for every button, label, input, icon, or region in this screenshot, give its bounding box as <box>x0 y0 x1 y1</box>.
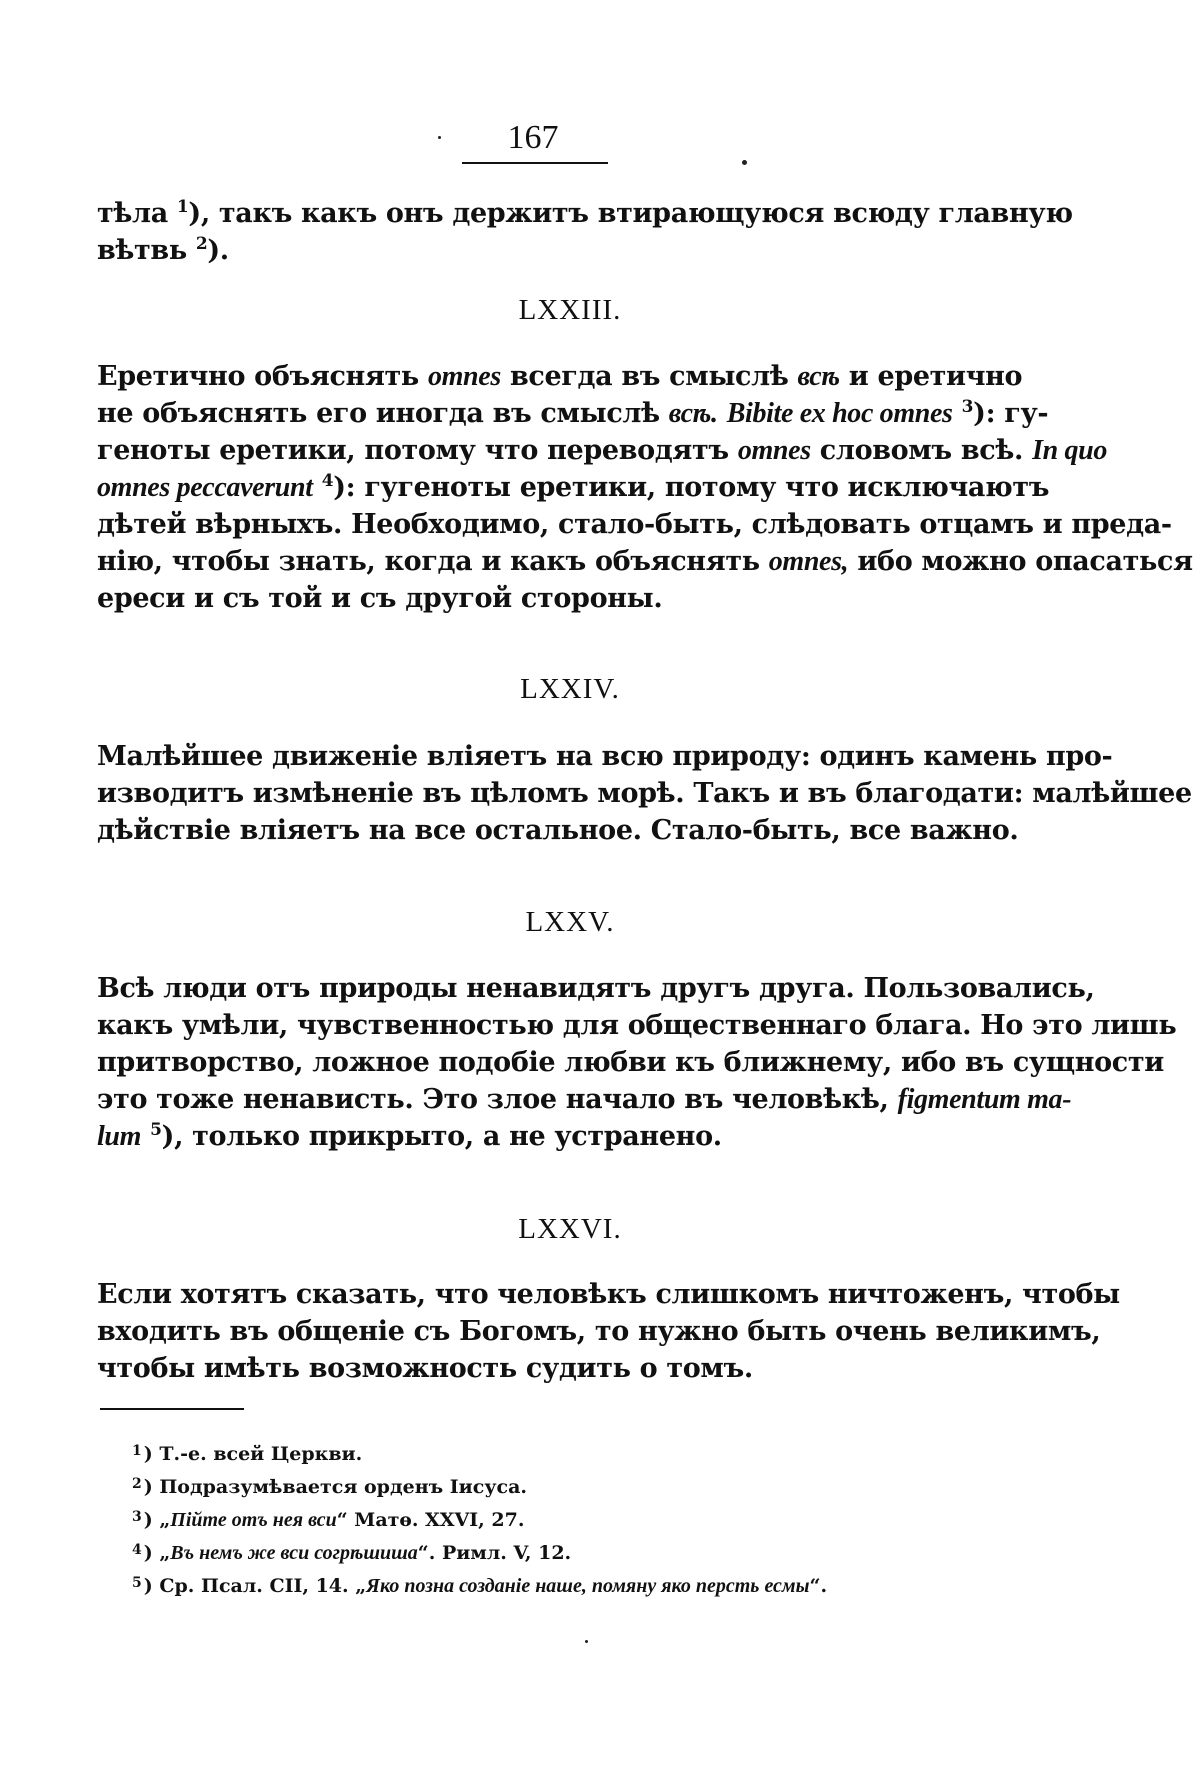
text-span: ереси и съ той и съ другой стороны. <box>97 583 663 614</box>
paragraph-lxxv <box>97 970 1177 1155</box>
text-span: ): гу- <box>973 398 1049 429</box>
latin-phrase: omnes <box>427 361 501 392</box>
text-span: тѣла <box>97 198 177 229</box>
footnote-separator <box>100 1408 244 1410</box>
latin-phrase: omnes, <box>768 546 849 577</box>
text-span: ), только прикрыто, а не устранено. <box>161 1121 722 1152</box>
text-span: Всѣ люди отъ природы ненавидятъ другъ друга. Пользовались, <box>97 973 1095 1004</box>
latin-phrase: всѣ. <box>668 398 718 429</box>
footnote-ref: 2 <box>195 234 208 254</box>
text-line <box>97 432 1108 469</box>
latin-phrase: lum <box>97 1121 142 1152</box>
footnote-paren: ) <box>143 1476 160 1498</box>
text-line <box>97 469 1050 506</box>
text-span: чтобы имѣть возможность судить о томъ. <box>97 1353 753 1384</box>
text-span: притворство, ложное подобіе любви къ ближнему, ибо въ сущности <box>97 1047 1164 1078</box>
text-span <box>313 472 322 503</box>
section-heading-lxxiv: LXXIV. <box>520 673 620 705</box>
text-span <box>718 398 727 429</box>
footnote-3 <box>132 1504 524 1533</box>
scan-speck <box>438 136 441 139</box>
latin-phrase: In quo <box>1032 435 1108 466</box>
scripture-quote: Пійте отъ нея вси <box>170 1509 337 1531</box>
text-line <box>97 775 1192 812</box>
text-span: Еретично объяснять <box>97 361 428 392</box>
footnote-ref: 5 <box>150 1120 162 1140</box>
scan-speck <box>742 160 747 165</box>
text-line <box>97 358 1023 395</box>
text-span: какъ умѣли, чувственностью для общественнаго блага. Но это лишь <box>97 1010 1177 1041</box>
text-line <box>97 232 977 269</box>
footnote-text: Ср. Псал. CII, 14. „ <box>159 1575 367 1597</box>
footnote-1 <box>132 1438 362 1467</box>
paragraph-continuation <box>97 195 1073 269</box>
text-line <box>97 1276 1120 1313</box>
text-line <box>97 1313 1101 1350</box>
page-number-rule <box>462 162 608 164</box>
text-span: ), такъ какъ онъ держитъ втирающуюся всюду главную <box>188 198 1073 229</box>
scan-speck <box>585 1640 588 1643</box>
footnote-2 <box>132 1471 527 1500</box>
text-span: не объяснять его иногда въ смыслѣ <box>97 398 669 429</box>
footnote-4 <box>132 1537 571 1566</box>
text-span: словомъ всѣ. <box>810 435 1033 466</box>
text-line <box>97 395 1049 432</box>
latin-phrase: omnes <box>737 435 811 466</box>
text-span: и еретично <box>839 361 1023 392</box>
footnote-mark: 4 <box>132 1542 142 1558</box>
footnote-ref: 1 <box>176 197 189 217</box>
text-line <box>97 812 1019 849</box>
latin-phrase: всѣ <box>797 361 840 392</box>
section-heading-lxxvi: LXXVI. <box>518 1213 622 1245</box>
footnote-text: “. Римл. V, 12. <box>417 1542 572 1564</box>
text-line <box>97 1350 977 1387</box>
footnote-5 <box>132 1570 827 1599</box>
text-span: дѣйствіе вліяетъ на все остальное. Стало-быть, все важно. <box>97 815 1019 846</box>
text-span: ): гугеноты еретики, потому что исключаютъ <box>333 472 1050 503</box>
text-line <box>97 1044 1164 1081</box>
text-span: изводитъ измѣненіе въ цѣломъ морѣ. Такъ и въ благодати: малѣйшее <box>97 778 1192 809</box>
text-span: входить въ общеніе съ Богомъ, то нужно быть очень великимъ, <box>97 1316 1101 1347</box>
scripture-quote: Въ немъ же вси согрѣшиша <box>170 1542 418 1564</box>
footnote-text: “. <box>809 1575 828 1597</box>
footnote-paren: ) <box>143 1443 160 1465</box>
text-span: всегда въ смыслѣ <box>500 361 798 392</box>
text-span: это тоже ненависть. Это злое начало въ человѣкѣ, <box>97 1084 898 1115</box>
text-span: дѣтей вѣрныхъ. Необходимо, стало-быть, слѣдовать отцамъ и преда- <box>97 509 1172 540</box>
text-line <box>97 580 977 617</box>
text-span: ибо можно опасаться <box>848 546 1193 577</box>
footnote-text: “ Матѳ. XXVI, 27. <box>336 1509 525 1531</box>
text-line <box>97 195 1073 232</box>
latin-phrase: omnes peccaverunt <box>97 472 313 503</box>
scripture-quote: Яко позна созданіе наше, помяну яко персть есмы <box>366 1575 810 1597</box>
text-span: Малѣйшее движеніе вліяетъ на всю природу: одинъ камень про- <box>97 741 1113 772</box>
text-line <box>97 1118 977 1155</box>
text-line <box>97 1007 1177 1044</box>
paragraph-lxxiii <box>97 358 1193 617</box>
paragraph-lxxvi <box>97 1276 1120 1387</box>
latin-phrase: figmentum ma- <box>897 1084 1072 1115</box>
footnote-text: „ <box>159 1509 171 1531</box>
footnote-ref: 3 <box>961 397 974 417</box>
text-span: геноты еретики, потому что переводятъ <box>97 435 738 466</box>
text-span: ). <box>207 235 229 266</box>
footnote-mark: 2 <box>132 1476 142 1492</box>
footnote-text: Подразумѣвается орденъ Іисуса. <box>159 1476 527 1498</box>
text-span <box>141 1121 150 1152</box>
paragraph-lxxiv <box>97 738 1192 849</box>
text-line <box>97 506 1172 543</box>
text-span: Если хотятъ сказать, что человѣкъ слишкомъ ничтоженъ, чтобы <box>97 1279 1120 1310</box>
section-heading-lxxv: LXXV. <box>525 906 615 938</box>
text-line <box>97 1081 1072 1118</box>
footnote-paren: ) <box>143 1509 160 1531</box>
text-span: вѣтвь <box>97 235 196 266</box>
footnote-mark: 1 <box>132 1443 142 1459</box>
footnote-paren: ) <box>143 1542 160 1564</box>
text-line <box>97 543 1193 580</box>
latin-phrase: Bibite ex hoc omnes <box>726 398 953 429</box>
footnote-text: „ <box>159 1542 171 1564</box>
text-line <box>97 738 1113 775</box>
footnote-mark: 3 <box>132 1509 142 1525</box>
footnote-text: Т.-е. всей Церкви. <box>159 1443 363 1465</box>
text-span <box>953 398 962 429</box>
footnote-paren: ) <box>143 1575 160 1597</box>
text-line <box>97 970 1095 1007</box>
section-heading-lxxiii: LXXIII. <box>518 294 622 326</box>
footnote-mark: 5 <box>132 1575 142 1591</box>
footnote-ref: 4 <box>321 471 334 491</box>
page-number: 167 <box>507 119 559 156</box>
text-span: нію, чтобы знать, когда и какъ объяснять <box>97 546 769 577</box>
